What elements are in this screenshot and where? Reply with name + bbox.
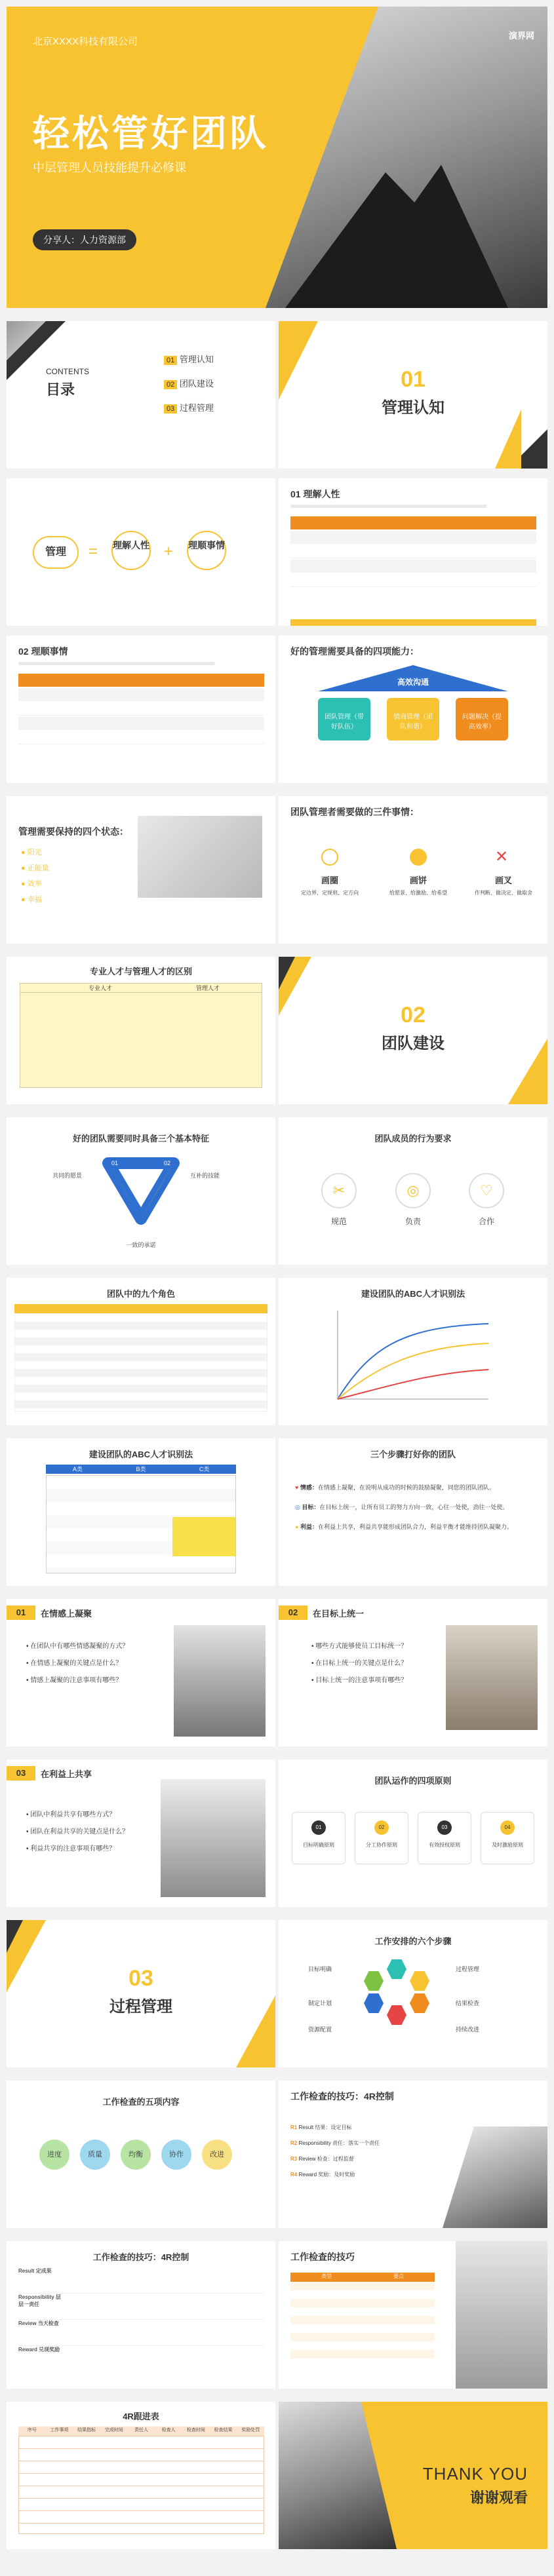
table-header: [18, 674, 264, 687]
table-header: [14, 1304, 267, 1313]
understand-slide[interactable]: [279, 478, 547, 626]
diff-slide[interactable]: [7, 957, 275, 1104]
basic-slide[interactable]: 好的团队需要同时具备三个基本特征 01 02 共同的愿景 互补的技能 一致的承诺: [7, 1117, 275, 1265]
hex-icon: [410, 1993, 429, 2013]
goal-slide[interactable]: 02 在目标上统一 • 哪些方式能够使员工目标统一？ • 在目标上统一的关键点是什么？ • 目标上统一的注意事项有哪些？: [279, 1599, 547, 1746]
abc-chart-slide[interactable]: [279, 1278, 547, 1425]
pie-icon: [410, 849, 427, 866]
section3-slide[interactable]: [7, 1920, 275, 2067]
logo: 演界网: [508, 31, 534, 41]
table-header: A类 B类 C类: [46, 1465, 236, 1474]
section-title: 团队建设: [382, 1035, 445, 1052]
list-item: ◎ 目标：在目标上统一，让所有员工的努力方向一致，心往一处使，劲往一处使。: [295, 1504, 509, 1510]
list-item: • 团队中利益共享有哪些方式？: [26, 1811, 116, 1818]
abc-curve: [331, 1307, 495, 1406]
presenter-badge: 分享人：人力资源部: [33, 229, 136, 250]
4r-slide[interactable]: [279, 2081, 547, 2228]
formula-left: 管理: [33, 536, 79, 569]
slide-title: 工作检查的技巧: [290, 2252, 355, 2262]
office-photo: [446, 1625, 538, 1730]
table-header: 序号 工作事项 结果指标 完成时间 责任人 检查人 检查时间 检查结果 奖励处罚: [18, 2427, 264, 2436]
hex-icon: [410, 1971, 429, 1991]
hex-icon: [387, 1959, 406, 1979]
list-item: R2 Responsibility 责任：落实一个责任: [290, 2140, 380, 2146]
section-title: 过程管理: [109, 1998, 172, 2016]
follow-table-body: [18, 2436, 264, 2534]
equals-icon: =: [89, 543, 98, 560]
principle-card: 03 有效授权原则: [418, 1812, 471, 1864]
section-number: 03: [129, 1966, 153, 1991]
slide-title: 好的团队需要同时具备三个基本特征: [72, 1134, 209, 1144]
table-header: 类型 要点: [290, 2273, 435, 2282]
people-photo: [174, 1625, 266, 1737]
slide-title: 01 理解人性: [290, 489, 340, 499]
slide-title: 团队管理者需要做的三件事情：: [290, 807, 419, 817]
list-item: ● 阳光: [21, 849, 42, 856]
list-item: • 在目标上统一的关键点是什么？: [311, 1660, 408, 1667]
formula-slide[interactable]: [7, 478, 275, 626]
list-item: R1 Result 结果：设定目标: [290, 2124, 352, 2130]
tips-table: [290, 2282, 435, 2367]
contents-item[interactable]: 03 过程管理: [164, 401, 214, 413]
tips-slide[interactable]: [279, 2241, 547, 2389]
contents-item[interactable]: 02 团队建设: [164, 377, 214, 389]
list-item: ♥ 情感：在情感上凝聚，在说明从成功的时候的鼓励凝聚，同您的团队团队。: [295, 1484, 495, 1491]
handshake-icon: ♡: [469, 1173, 504, 1208]
formula-a: 理解人性: [111, 531, 151, 570]
five-items-slide[interactable]: 工作检查的五项内容 进度 质量 均衡 协作 改进: [7, 2081, 275, 2228]
slide-title: 建设团队的ABC人才识别法: [361, 1289, 465, 1299]
slide-title: 工作检查的技巧：4R控制: [92, 2252, 189, 2262]
table-row: Result 定成果: [18, 2267, 264, 2294]
list-item: • 利益共享的注意事项有哪些？: [26, 1845, 116, 1853]
mountain-photo: [443, 2126, 547, 2228]
slide-title: 工作检查的技巧：4R控制: [290, 2091, 394, 2102]
table-header: [290, 516, 536, 529]
roof-label: 高效沟通: [397, 678, 429, 687]
list-item: ● 幸福: [21, 896, 42, 904]
diff-table: 专业人才 管理人才: [20, 983, 262, 1088]
feature-label: 共同的愿景: [52, 1172, 83, 1179]
steps-list: [295, 1478, 531, 1537]
contents-item[interactable]: 01 管理认知: [164, 353, 214, 365]
slide-title: 在情感上凝聚: [41, 1609, 92, 1619]
highlight-cell: [172, 1517, 235, 1556]
list-item: • 在团队中有哪些情感凝聚的方式？: [26, 1643, 129, 1650]
ability-box: 情商管理（团队和谐）: [387, 698, 439, 740]
section2-slide[interactable]: [279, 957, 547, 1104]
coin-icon: ●: [295, 1524, 299, 1530]
slide-title: 在利益上共享: [41, 1769, 92, 1779]
interest-slide[interactable]: 03 在利益上共享 • 团队中利益共享有哪些方式？ • 团队在利益共享的关键点是什么？ • 利益共享的注意事项有哪些？: [7, 1759, 275, 1907]
slide-title: 建设团队的ABC人才识别法: [89, 1450, 193, 1459]
three-steps-slide[interactable]: [279, 1438, 547, 1586]
list-item: R3 Review 检查：过程监督: [290, 2156, 354, 2162]
section-title: 管理认知: [382, 399, 445, 417]
company-name: 北京XXXX科技有限公司: [33, 36, 138, 47]
slide-title: 4R跟进表: [123, 2412, 159, 2421]
businesswoman-photo: [456, 2241, 547, 2389]
list-item: • 哪些方式能够使员工目标统一？: [311, 1643, 408, 1650]
states-slide[interactable]: [7, 796, 275, 944]
cover-title: 轻松管好团队: [33, 113, 269, 154]
principle-card: 02 分工协作原则: [355, 1812, 408, 1864]
slide-title: 团队成员的行为要求: [374, 1134, 452, 1144]
contents-slide[interactable]: [7, 321, 275, 469]
hex-icon: [364, 1971, 384, 1991]
behavior-slide[interactable]: 团队成员的行为要求 ✂ ◎ ♡ 规范 负责 合作: [279, 1117, 547, 1265]
cover-subtitle: 中层管理人员技能提升必修课: [33, 161, 186, 174]
list-item: ● 利益：在利益上共享，利益共享能形成团队合力，利益平衡才能维持团队凝聚力。: [295, 1524, 513, 1530]
slide-title: 团队中的九个角色: [106, 1289, 175, 1299]
hex-icon: [387, 2005, 406, 2025]
follow-table-slide[interactable]: [7, 2402, 275, 2549]
contents-list: [164, 353, 214, 413]
table-row: [290, 545, 536, 558]
slide-title: 团队运作的四项原则: [374, 1776, 452, 1786]
slide-title: 工作安排的六个步骤: [374, 1936, 452, 1946]
slide-title: 三个步骤打好你的团队: [370, 1450, 456, 1459]
slide-title: 好的管理需要具备的四项能力：: [290, 646, 419, 657]
people-photo: [161, 1779, 266, 1897]
six-steps-slide[interactable]: 工作安排的六个步骤 目标明确 过程管理 结果检查 制定计划 资源配置 持续改进: [279, 1920, 547, 2067]
cross-icon: ✕: [495, 848, 509, 866]
list-item: • 目标上统一的注意事项有哪些？: [311, 1677, 408, 1684]
mountain-photo: [279, 2402, 397, 2549]
list-item: ● 效率: [21, 880, 42, 888]
list-item: • 团队在利益共享的关键点是什么？: [26, 1828, 129, 1836]
slide-title: 02 理顺事情: [18, 646, 68, 657]
thanks-cn: 谢谢观看: [469, 2489, 528, 2506]
list-item: ● 正能量: [21, 864, 49, 872]
contents-cn: 目录: [46, 381, 75, 398]
list-item: • 情感上凝聚的注意事项有哪些？: [26, 1677, 123, 1684]
table-row: Responsibility 层层一责任: [18, 2294, 264, 2320]
nine-roles-slide[interactable]: [7, 1278, 275, 1425]
principle-card: 04 及时激励原则: [481, 1812, 534, 1864]
ability-box: 问题解决（提高效率）: [456, 698, 508, 740]
abc-table-slide[interactable]: [7, 1438, 275, 1586]
list-item: • 在情感上凝聚的关键点是什么？: [26, 1660, 123, 1667]
plus-icon: +: [164, 543, 174, 560]
thanks-slide[interactable]: [279, 2402, 547, 2549]
section-number: 01: [401, 367, 425, 392]
circle-icon: [321, 849, 338, 866]
4r-detail-slide[interactable]: [7, 2241, 275, 2389]
principle-card: 01 目标明确原则: [292, 1812, 346, 1864]
table-row: Reward 兑现奖励: [18, 2347, 60, 2353]
slide-title: 管理需要保持的四个状态：: [18, 826, 129, 837]
triangle-diagram: [102, 1157, 180, 1229]
heart-icon: ♥: [295, 1484, 299, 1491]
team-photo: [138, 816, 262, 898]
table-row: [290, 560, 536, 573]
table-row: Review 当天检查: [18, 2320, 264, 2346]
section-number: 02: [401, 1003, 425, 1028]
things-slide[interactable]: [7, 636, 275, 783]
target-icon: ◎: [295, 1504, 300, 1510]
state-list: [21, 845, 49, 908]
table-row: [290, 531, 536, 544]
list-item: R4 Reward 奖励：及时奖励: [290, 2172, 355, 2178]
target-icon: ◎: [395, 1173, 431, 1208]
hex-icon: [364, 1993, 384, 2013]
roles-table: [14, 1313, 267, 1412]
ability-box: 团队管理（带好队伍）: [318, 698, 370, 740]
emotion-slide[interactable]: 01 在情感上凝聚 • 在团队中有哪些情感凝聚的方式？ • 在情感上凝聚的关键点是什么？ • 情感上凝聚的注意事项有哪些？: [7, 1599, 275, 1746]
slide-title: 工作检查的五项内容: [102, 2097, 180, 2107]
principles-slide[interactable]: [279, 1759, 547, 1907]
feature-label: 一致的承诺: [126, 1242, 156, 1248]
table-row: [290, 574, 536, 587]
feature-label: 互补的技能: [190, 1172, 220, 1179]
section1-slide[interactable]: [279, 321, 547, 469]
slide-title: 在目标上统一: [313, 1609, 365, 1619]
tools-icon: ✂: [321, 1173, 357, 1208]
three-things-slide[interactable]: 团队管理者需要做的三件事情： ✕ 画圈 画饼 画叉 定边界、定规则、定方向 给愿景、给激励、给希望 作判断、做决定、做取舍: [279, 796, 547, 944]
thanks-en: THANK YOU: [422, 2464, 528, 2484]
four-ability-slide[interactable]: [279, 636, 547, 783]
contents-en: CONTENTS: [46, 367, 89, 376]
slide-title: 专业人才与管理人才的区别: [89, 967, 192, 976]
cover-slide[interactable]: [7, 7, 547, 308]
formula-b: 理顺事情: [187, 531, 226, 570]
